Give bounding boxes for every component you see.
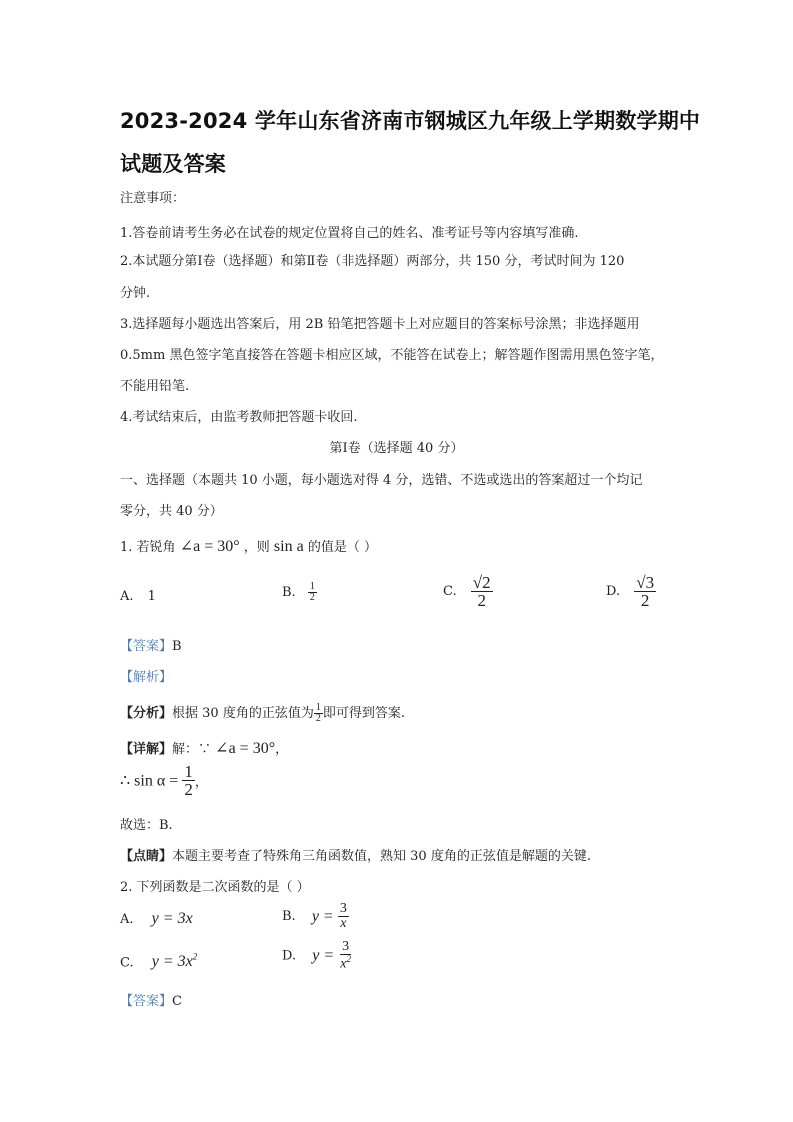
document-title-line1: 2023-2024 学年山东省济南市钢城区九年级上学期数学期中 — [120, 109, 701, 133]
notice-item-3: 3.选择题每小题选出答案后，用 2B 铅笔把答题卡上对应题目的答案标号涂黑；非选择题用 — [120, 317, 640, 332]
detail-tag: 【详解】 — [120, 742, 173, 757]
option-label: D. — [606, 584, 621, 599]
question-1-angle-expr: ∠a = 30° — [179, 538, 240, 555]
option-expr: y = 3x — [151, 910, 193, 927]
answer-value: C — [172, 994, 182, 1009]
q1-fenxi — [120, 702, 405, 724]
notice-item-2: 2.本试题分第Ⅰ卷（选择题）和第Ⅱ卷（非选择题）两部分，共 150 分，考试时间为 120 — [120, 254, 625, 269]
q1-answer — [120, 635, 182, 654]
answer-value: B — [172, 639, 182, 654]
expr-base: y = 3x — [151, 953, 193, 971]
answer-tag: 【答案】 — [120, 994, 173, 1009]
fraction-numerator: 3 — [339, 901, 347, 916]
question-2-stem: 2. 下列函数是二次函数的是（ ） — [120, 880, 310, 895]
section-title: 第Ⅰ卷（选择题 40 分） — [329, 441, 464, 456]
detail-math: ∠a = 30° — [215, 740, 276, 757]
exponent: 2 — [192, 952, 198, 962]
fraction-numerator: √2 — [472, 573, 491, 592]
denominator-base: x — [340, 956, 347, 972]
q1-choose: 故选：B. — [120, 818, 173, 833]
notice-item-3-cont: 0.5mm 黑色签字笔直接答在答题卡相应区域，不能答在试卷上；解答题作图需用黑色签字笔， — [120, 348, 664, 363]
option-lhs: y = — [312, 946, 335, 964]
notice-item-2-cont: 分钟. — [120, 286, 151, 301]
question-1-prefix: 1. 若锐角 — [120, 540, 176, 555]
q1-option-d — [606, 574, 656, 609]
fenxi-text-end: 即可得到答案. — [322, 706, 405, 721]
fraction — [182, 763, 195, 798]
option-label: B. — [282, 909, 296, 924]
option-label: C. — [120, 955, 134, 971]
q1-therefore — [120, 763, 208, 798]
fraction — [338, 940, 353, 972]
answer-tag: 【答案】 — [120, 639, 173, 654]
fraction-denominator: 2 — [184, 780, 193, 799]
punctuation: ， — [275, 742, 289, 757]
option-lhs: y = — [311, 907, 334, 925]
option-label: A. — [120, 589, 134, 604]
document-title-line2: 试题及答案 — [120, 152, 226, 176]
fraction-denominator: x — [340, 916, 347, 931]
q1-option-c — [443, 574, 493, 609]
q1-option-a — [120, 589, 156, 604]
option-label: B. — [282, 585, 296, 600]
q2-option-d — [282, 940, 353, 972]
q2-option-a — [120, 910, 193, 928]
fraction-denominator — [338, 955, 353, 972]
question-1-sin-expr: sin a — [273, 538, 304, 555]
q1-analysis-tag: 【解析】 — [120, 670, 173, 685]
q2-answer — [120, 990, 182, 1009]
detail-text: 解：∵ — [172, 742, 212, 757]
q2-option-c — [120, 952, 197, 971]
part-intro-line1: 一、选择题（本题共 10 小题，每小题选对得 4 分，选错、不选或选出的答案超过一个均记 — [120, 473, 643, 488]
fraction — [314, 703, 323, 724]
option-label: A. — [120, 912, 134, 927]
part-intro-line2: 零分，共 40 分） — [120, 504, 223, 519]
fraction — [471, 574, 493, 609]
fraction-denominator: 2 — [640, 591, 650, 610]
option-value: 1 — [147, 589, 156, 604]
fraction — [338, 902, 349, 931]
q1-option-b — [282, 582, 317, 603]
fraction-denominator: 2 — [315, 713, 321, 724]
question-1-mid: ，则 — [243, 540, 270, 555]
notice-item-3-end: 不能用铅笔. — [120, 379, 190, 394]
fenxi-tag: 【分析】 — [120, 706, 173, 721]
option-label: C. — [443, 584, 457, 599]
fraction-numerator: 3 — [342, 939, 350, 954]
fraction — [634, 574, 656, 609]
fraction-numerator: 1 — [184, 762, 193, 781]
punctuation: ， — [194, 775, 208, 790]
question-1-stem — [120, 536, 377, 556]
exponent: 2 — [346, 954, 351, 964]
notice-item-4: 4.考试结束后，由监考教师把答题卡收回. — [120, 410, 358, 425]
fraction-numerator: 1 — [315, 702, 321, 713]
fraction-numerator: √3 — [636, 573, 655, 592]
fraction — [308, 582, 317, 603]
fraction-denominator: 2 — [477, 591, 486, 610]
fraction-denominator: 2 — [309, 592, 315, 603]
option-label: D. — [282, 948, 297, 964]
q1-dianjing — [120, 845, 591, 864]
fenxi-text: 根据 30 度角的正弦值为 — [172, 706, 314, 721]
dianjing-tag: 【点睛】 — [120, 849, 173, 864]
q1-detail — [120, 738, 288, 758]
fraction-numerator: 1 — [309, 581, 315, 592]
option-expr — [152, 953, 198, 970]
notice-item-1: 1.答卷前请考生务必在试卷的规定位置将自己的姓名、准考证号等内容填写准确. — [120, 226, 579, 241]
notice-heading: 注意事项： — [120, 191, 186, 206]
dianjing-text: 本题主要考查了特殊角三角函数值，熟知 30 度角的正弦值是解题的关键. — [172, 849, 591, 864]
question-1-suffix: 的值是（ ） — [307, 540, 377, 555]
q2-option-b — [282, 902, 349, 931]
therefore-expr: ∴ sin α = — [120, 772, 179, 790]
